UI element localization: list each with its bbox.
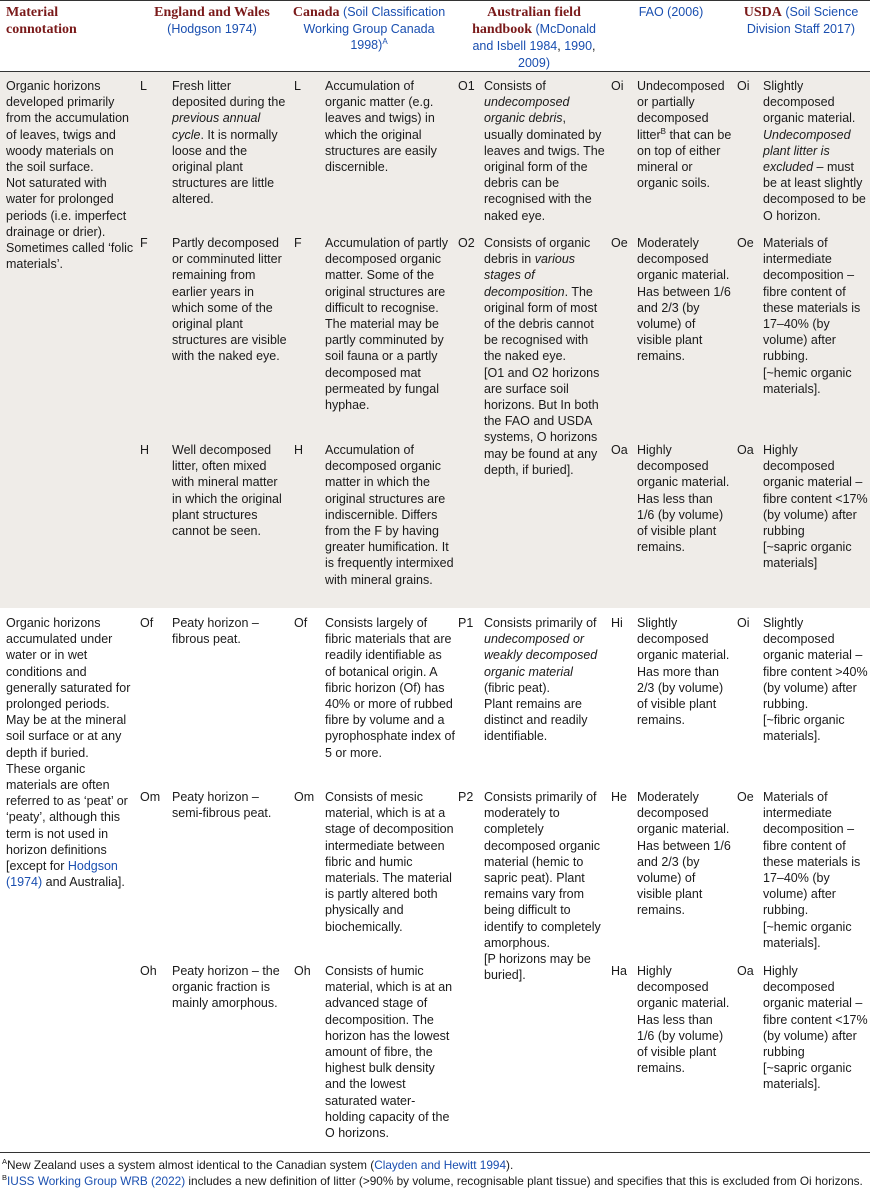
row-oh-england-code: Oh (140, 964, 157, 978)
row-f-england-description: Partly decomposed or comminuted litter remaining from earlier years in which some of the original plant structures are visible with the naked eye. (172, 236, 287, 364)
header-australia-title: Australian field handbook (472, 5, 581, 38)
row-oh-england-description: Peaty horizon – the organic fraction is mainly amorphous. (172, 964, 280, 1011)
row-oh-canada-description: Consists of humic material, which is at an advanced stage of decomposition. The horizon has the lowest amount of fibre, the highest bulk density and the lowest saturated water-holding capacity of the O horizons. (325, 964, 453, 1141)
row-of-england-description: Peaty horizon – fibrous peat. (172, 616, 259, 647)
header-usda: USDA (Soil Science Division Staff 2017) (743, 5, 859, 37)
row-f-fao-description: Moderately decomposed organic material. Has between 1/6 and 2/3 (by volume) of visible plant remains. (637, 236, 731, 364)
row-of-fao-description: Slightly decomposed organic material. Has more than 2/3 (by volume) of visible plant remains. (637, 616, 730, 728)
row-om-usda-description: Materials of intermediate decomposition – fibre content of these materials is 17–40% (by volume) after rubbing. [~hemic organic materials]. (763, 790, 861, 950)
row-om-canada-description: Consists of mesic material, which is at a stage of decomposition intermediate between fibric and humic materials. The material is partly altered both physically and biochemically. (325, 790, 454, 934)
row-h-usda-code: Oa (737, 443, 754, 457)
header-england-ref-link[interactable]: Hodgson 1974 (171, 22, 253, 37)
row-of-fao-code: Hi (611, 616, 623, 630)
row-of-canada-code: Of (294, 616, 308, 630)
footnote-b-link[interactable]: IUSS Working Group WRB (2022) (7, 1174, 186, 1188)
footnote-a-link[interactable]: Clayden and Hewitt 1994 (374, 1158, 507, 1172)
row-h-fao-code: Oa (611, 443, 628, 457)
table-bottom-rule (0, 1152, 870, 1153)
group1-material-description: Organic horizons developed primarily from the accumulation of leaves, twigs and woody materials on the soil surface. Not saturated with water for prolonged periods (i.e. imperfect drainage or drier). Sometimes called ‘folic materials’. (6, 79, 134, 272)
row-l-canada-code: L (294, 79, 301, 93)
row-om-england-code: Om (140, 790, 161, 804)
header-usda-ref-link[interactable]: Soil Science Division Staff 2017 (746, 5, 859, 37)
row-h-england-code: H (140, 443, 150, 457)
row-l-fao-description: Undecomposed or partially decomposed litter$^B$ that can be on top of either mineral or organic soils. (637, 79, 732, 191)
row-h-canada-description: Accumulation of decomposed organic matter in which the original structures are indiscernible. Differs from the F by having greater humification. It is frequently intermixed with mineral grains. (325, 443, 454, 587)
row-f-fao-code: Oe (611, 236, 628, 250)
row-oh-usda-description: Highly decomposed organic material – fibre content <17% (by volume) after rubbing [~sapric organic materials]. (763, 964, 868, 1092)
row-of-usda-code: Oi (737, 616, 750, 630)
row-l-usda-description: Slightly decomposed organic material. Undecomposed plant litter is excluded – must be at least slightly decomposed to be O horizon. (763, 79, 866, 223)
header-australia-ref2-link[interactable]: 1990 (564, 39, 593, 54)
row-of-canada-description: Consists largely of fibric materials that are readily identifiable as of botanical origin. A fibric horizon (Of) has 40% or more of rubbed fibre by volume and a pyrophosphate index of 5 or more. (325, 616, 455, 760)
header-usda-title: USDA (743, 5, 782, 20)
header-canada-footnote-marker[interactable]: A (382, 37, 388, 47)
header-australia-ref3-link[interactable]: 2009 (518, 55, 546, 70)
header-australia-ref1-link[interactable]: McDonald and Isbell 1984 (472, 22, 596, 54)
row-oh-usda-code: Oa (737, 964, 754, 978)
header-fao (612, 4, 730, 20)
row-l-australia-code: O1 (458, 79, 475, 93)
row-l-usda-code: Oi (737, 79, 750, 93)
row-h-canada-code: H (294, 443, 304, 457)
row-of-usda-description: Slightly decomposed organic material – fibre content >40% (by volume) after rubbing. [~fibric organic materials]. (763, 616, 868, 744)
row-l-fao-code: Oi (611, 79, 624, 93)
row-oh-canada-code: Oh (294, 964, 311, 978)
row-f-australia-note: [O1 and O2 horizons are surface soil horizons. But In both the FAO and USDA systems, O horizons may be found at any depth, if buried]. (484, 365, 600, 477)
header-canada: Canada (Soil Classification Working Group Canada 1998)$^A$ (292, 5, 446, 53)
group2-material-description: Organic horizons accumulated under water or in wet conditions and generally saturated for prolonged periods. May be at the mineral soil surface or at any depth if buried. These organic materials are often referred to as ‘peat’ or ‘peaty’, although this term is not used in horizon definitions [except for Hodgson (1974) and Australia]. (6, 616, 131, 890)
row-oh-fao-description: Highly decomposed organic material. Has less than 1/6 (by volume) of visible plant remains. (637, 964, 730, 1076)
row-l-england-description: Fresh litter deposited during the previous annual cycle. It is normally loose and the original plant structures are little altered. (172, 79, 286, 207)
hodgson-link[interactable]: Hodgson (1974) (6, 859, 118, 890)
row-om-england-description: Peaty horizon – semi-fibrous peat. (172, 790, 272, 821)
header-england: England and Wales (Hodgson 1974) (154, 5, 270, 37)
row-f-usda-code: Oe (737, 236, 754, 250)
row-of-australia-code: P1 (458, 616, 474, 630)
row-f-canada-code: F (294, 236, 302, 250)
header-fao-title[interactable]: FAO (2006) (638, 5, 704, 19)
row-l-england-code: L (140, 79, 147, 93)
header-material (6, 4, 126, 38)
row-om-fao-code: He (611, 790, 627, 804)
row-f-usda-description: Materials of intermediate decomposition – fibre content of these materials is 17–40% (by volume) after rubbing. [~hemic organic materials]. (763, 236, 861, 396)
row-f-australia-description: Consists of organic debris in various stages of decomposition. The original form of most of the debris cannot be recognised with the naked eye. [O1 and O2 horizons are surface soil horizons. But In both the FAO and USDA systems, O horizons may be found at any depth, if buried]. (484, 236, 600, 477)
header-australia: Australian field handbook (McDonald and Isbell 1984, 1990, 2009) (472, 5, 596, 70)
footnote-b: $^B$IUSS Working Group WRB (2022) includes a new definition of litter (>90% by volume, recognisable plant tissue) and specifies that this is excluded from Oi horizons. (2, 1173, 863, 1188)
header-rule (0, 71, 870, 72)
header-material-title: Material connotation (6, 5, 77, 38)
row-f-england-code: F (140, 236, 148, 250)
row-h-usda-description: Highly decomposed organic material – fibre content <17% (by volume) after rubbing [~sapric organic materials] (763, 443, 868, 571)
row-om-fao-description: Moderately decomposed organic material. Has between 1/6 and 2/3 (by volume) of visible plant remains. (637, 790, 731, 918)
row-om-usda-code: Oe (737, 790, 754, 804)
row-h-england-description: Well decomposed litter, often mixed with mineral matter in which the original plant structures cannot be seen. (172, 443, 282, 539)
header-canada-title: Canada (292, 5, 340, 20)
row-om-australia-description: Consists primarily of moderately to completely decomposed organic material (hemic to sapric peat). Plant remains vary from being difficult to identify to completely amorphous. [P horizons may be buried]. (484, 790, 601, 983)
header-canada-ref-link[interactable]: Soil Classification Working Group Canada 1998 (303, 5, 446, 53)
row-of-australia-description: Consists primarily of undecomposed or weakly decomposed organic material (fibric peat). Plant remains are distinct and readily identifiable. (484, 616, 598, 744)
footnote-a: $^A$New Zealand uses a system almost identical to the Canadian system (Clayden and Hewitt 1994). (2, 1157, 514, 1172)
row-f-canada-description: Accumulation of partly decomposed organic matter. Some of the original structures are difficult to recognise. The material may be partly comminuted by soil fauna or a partly decomposed mat permeated by fungal hyphae. (325, 236, 448, 413)
row-l-australia-description: Consists of undecomposed organic debris, usually dominated by leaves and twigs. The original form of the debris can be recognised with the naked eye. (484, 79, 605, 223)
row-f-australia-code: O2 (458, 236, 475, 250)
table-top-rule (0, 0, 870, 1)
row-oh-fao-code: Ha (611, 964, 627, 978)
row-om-australia-code: P2 (458, 790, 474, 804)
row-om-canada-code: Om (294, 790, 315, 804)
header-england-title: England and Wales (154, 5, 270, 20)
row-of-england-code: Of (140, 616, 154, 630)
row-l-canada-description: Accumulation of organic matter (e.g. leaves and twigs) in which the original structures are easily discernible. (325, 79, 437, 175)
row-h-fao-description: Highly decomposed organic material. Has less than 1/6 (by volume) of visible plant remains. (637, 443, 730, 555)
